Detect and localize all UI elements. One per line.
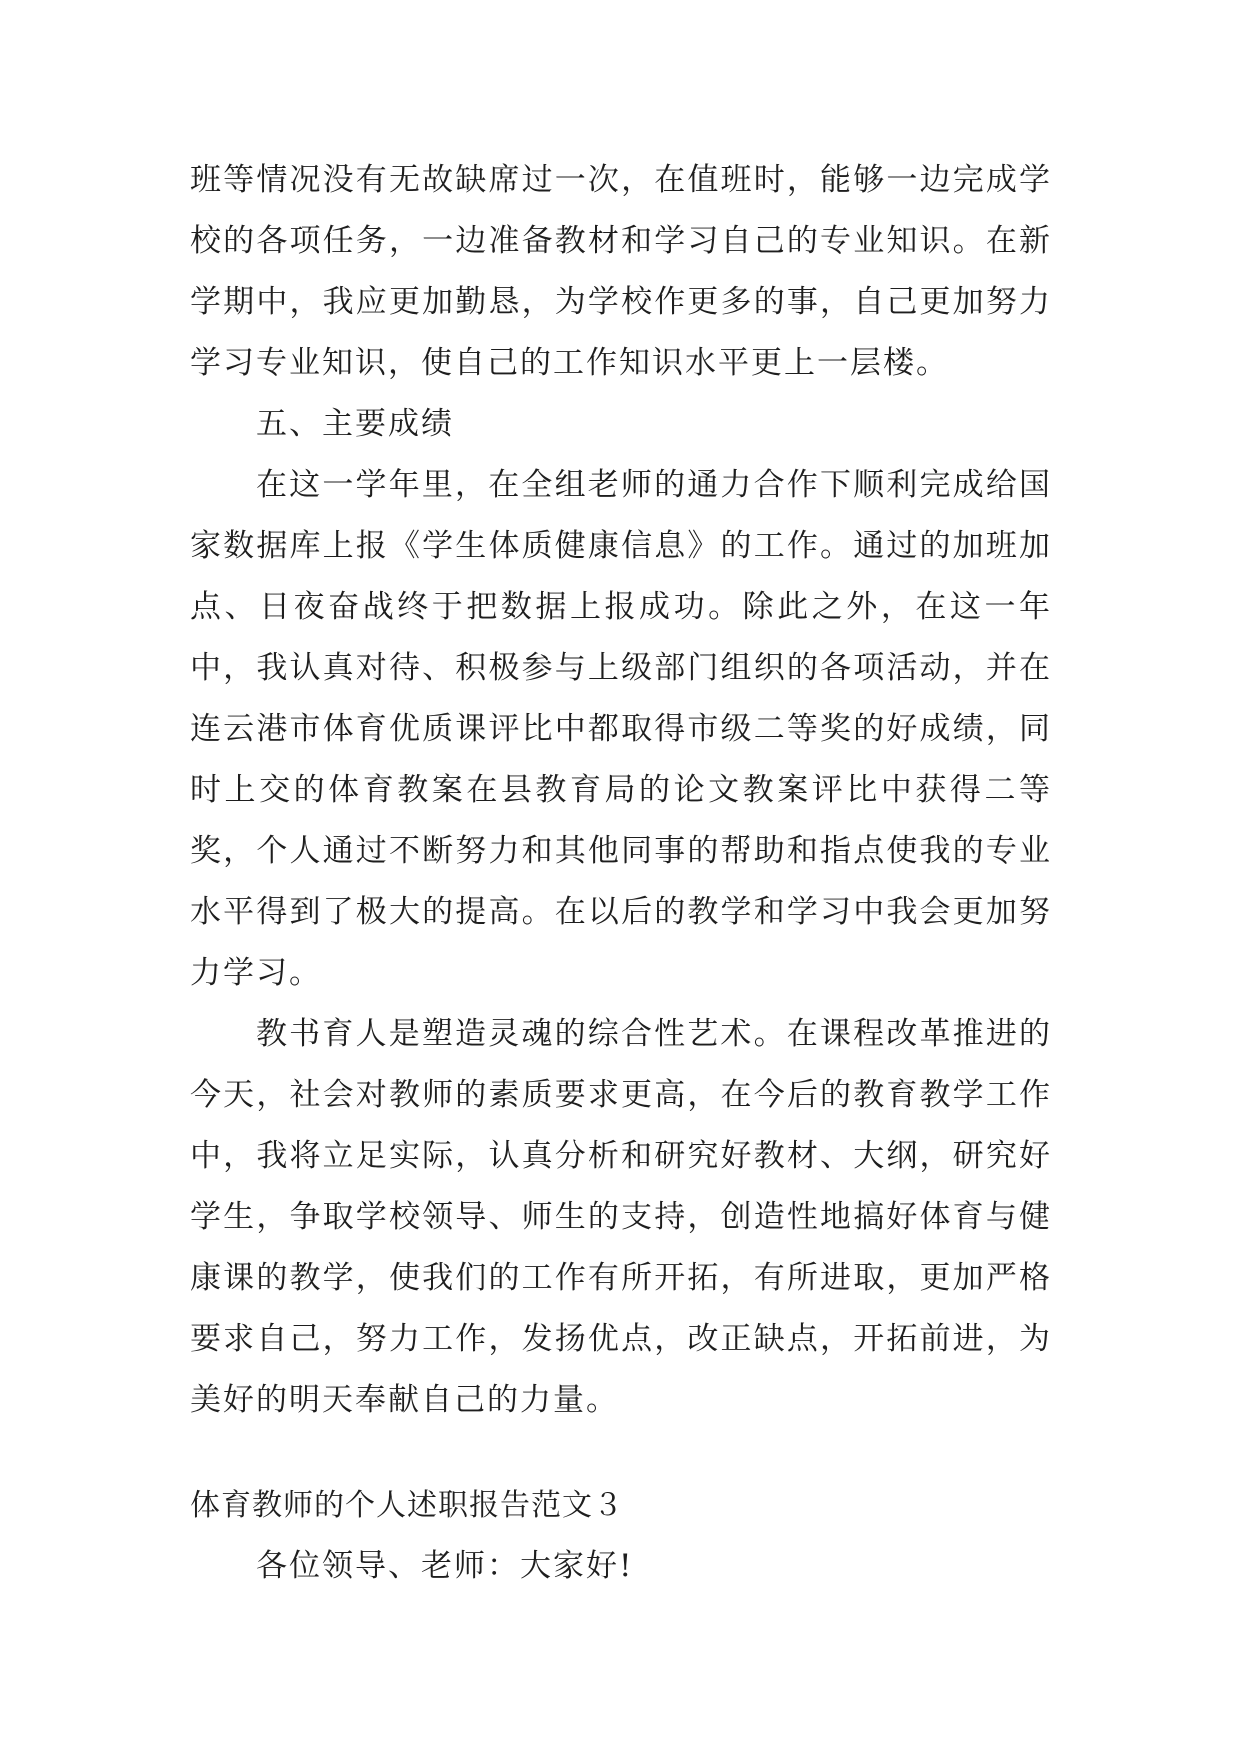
greeting-line: 各位领导、老师：大家好! — [256, 1548, 634, 1584]
closing-paragraph: 教书育人是塑造灵魂的综合性艺术。在课程改革推进的今天，社会对教师的素质要求更高，在今后的教育教学工作中，我将立足实际，认真分析和研究好教材、大纲，研究好学生，争取学校领导、师生的支持，创造性地搞好体育与健康课的教学，使我们的工作有所开拓，有所进取，更加严格要求自己，努力工作，发扬优点，改正缺点，开拓前进，为美好的明天奉献自己的力量。 — [190, 1016, 1052, 1418]
continuation-paragraph: 班等情况没有无故缺席过一次，在值班时，能够一边完成学校的各项任务，一边准备教材和学习自己的专业知识。在新学期中，我应更加勤恳，为学校作更多的事，自己更加努力学习专业知识，使自己的工作知识水平更上一层楼。 — [190, 162, 1052, 381]
section-heading: 五、主要成绩 — [256, 406, 454, 442]
section-gap — [190, 1431, 1052, 1475]
next-report-title: 体育教师的个人述职报告范文３ — [190, 1488, 624, 1523]
achievements-paragraph: 在这一学年里，在全组老师的通力合作下顺利完成给国家数据库上报《学生体质健康信息》的工作。通过的加班加点、日夜奋战终于把数据上报成功。除此之外，在这一年中，我认真对待、积极参与上级部门组织的各项活动，并在连云港市体育优质课评比中都取得市级二等奖的好成绩，同时上交的体育教案在县教育局的论文教案评比中获得二等奖，个人通过不断努力和其他同事的帮助和指点使我的专业水平得到了极大的提高。在以后的教学和学习中我会更加努力学习。 — [190, 467, 1052, 991]
document-page — [190, 150, 1052, 1597]
